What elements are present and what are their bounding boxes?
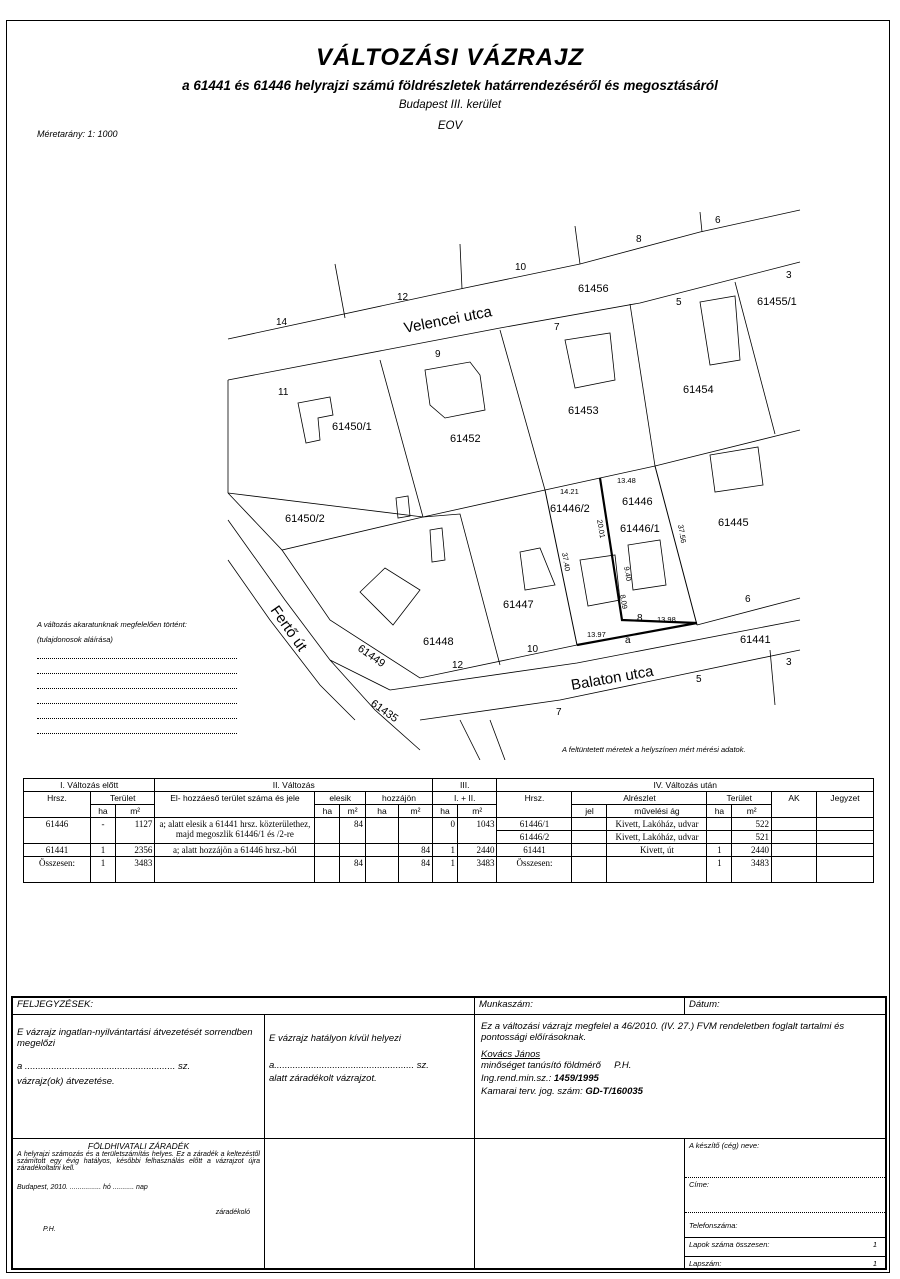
col-alreszlet: Alrészlet bbox=[572, 792, 707, 805]
signature-line[interactable] bbox=[37, 674, 237, 689]
page-title: VÁLTOZÁSI VÁZRAJZ bbox=[315, 44, 585, 71]
col-m2: m² bbox=[398, 805, 432, 818]
table-cell: 1043 bbox=[457, 818, 497, 844]
table-cell: - bbox=[91, 818, 116, 844]
parcel-61435: 61435 bbox=[368, 697, 401, 726]
foldmero-role: minőséget tanúsító földmérő bbox=[481, 1060, 601, 1071]
bottom-form bbox=[11, 996, 887, 1270]
empty-box bbox=[475, 1139, 685, 1268]
house-no: 9 bbox=[435, 349, 441, 360]
page-subtitle: a 61441 és 61446 helyrajzi számú földrészletek határrendezéséről és megosztásáról bbox=[182, 78, 718, 93]
certification-box bbox=[475, 1015, 885, 1139]
atvezetes-end: vázrajz(ok) átvezetése. bbox=[17, 1076, 115, 1087]
dimension: 9.40 bbox=[622, 565, 634, 582]
house-no: 12 bbox=[452, 660, 464, 671]
col-ha: ha bbox=[315, 805, 340, 818]
map-note: A feltüntetett méretek a helyszínen mért mérési adatok. bbox=[562, 745, 746, 754]
table-cell: 3483 bbox=[732, 857, 772, 883]
parcel-61446-1: 61446/1 bbox=[620, 523, 660, 535]
table-cell: 521 bbox=[732, 831, 772, 844]
kamarai-value: GD-T/160035 bbox=[585, 1086, 643, 1097]
col-m2: m² bbox=[732, 805, 772, 818]
munkaszam[interactable]: Munkaszám: bbox=[475, 998, 685, 1015]
table-cell: 61446/2 bbox=[497, 831, 572, 844]
street-ferto: Fertő út bbox=[266, 602, 311, 655]
zaradek-ph: P.H. bbox=[43, 1226, 56, 1233]
lapszam-value: 1 bbox=[872, 1259, 877, 1268]
ing-label: Ing.rend.min.sz.: bbox=[481, 1073, 552, 1084]
parcel-61449: 61449 bbox=[355, 642, 388, 671]
table-cell: 84 bbox=[398, 844, 432, 857]
house-no: 12 bbox=[397, 292, 409, 303]
col-m2: m² bbox=[115, 805, 155, 818]
parcel-61452: 61452 bbox=[450, 433, 481, 445]
header-before: I. Változás előtt bbox=[24, 779, 155, 792]
hatalyon-text: E vázrajz hatályon kívül helyezi bbox=[269, 1033, 402, 1044]
table-cell: 522 bbox=[732, 818, 772, 831]
parcel-61446-2: 61446/2 bbox=[550, 503, 590, 515]
table-cell: 3483 bbox=[457, 857, 497, 883]
house-no: 10 bbox=[527, 644, 539, 655]
hatalyon-box bbox=[265, 1015, 475, 1139]
house-no: 3 bbox=[786, 270, 792, 281]
col-jegyzet: Jegyzet bbox=[817, 792, 874, 818]
table-cell: 3483 bbox=[115, 857, 155, 883]
maker-box bbox=[685, 1139, 885, 1268]
parcel-61441: 61441 bbox=[740, 634, 771, 646]
hatalyon-a[interactable]: a..................................................... sz. bbox=[269, 1060, 429, 1071]
parcel-61447: 61447 bbox=[503, 599, 534, 611]
total-label: Összesen: bbox=[24, 857, 91, 883]
col-ha: ha bbox=[91, 805, 116, 818]
coordinate-system: EOV bbox=[437, 120, 463, 132]
table-cell bbox=[707, 818, 732, 831]
house-no: 6 bbox=[745, 594, 751, 605]
zaradek-date[interactable]: Budapest, 2010. ................ hó ........... nap bbox=[17, 1184, 148, 1191]
col-ha: ha bbox=[433, 805, 458, 818]
parcel-61456: 61456 bbox=[578, 283, 609, 295]
kamarai-label: Kamarai terv. jog. szám: bbox=[481, 1086, 583, 1097]
parcel-61453: 61453 bbox=[568, 405, 599, 417]
house-no: 11 bbox=[278, 387, 289, 398]
parcel-61450-2: 61450/2 bbox=[285, 513, 325, 525]
table-cell: a; alatt elesik a 61441 hrsz. közterülethez, majd megoszlik 61446/1 és /2-re bbox=[155, 818, 315, 844]
hatalyon-end: alatt záradékolt vázrajzot. bbox=[269, 1073, 377, 1084]
col-ak: AK bbox=[772, 792, 817, 818]
col-m2: m² bbox=[457, 805, 497, 818]
parcel-61448: 61448 bbox=[423, 636, 454, 648]
ing-value: 1459/1995 bbox=[553, 1073, 599, 1084]
table-cell: 84 bbox=[340, 818, 366, 844]
table-cell: Kivett, Lakóház, udvar bbox=[607, 818, 707, 831]
table-cell: Kivett, út bbox=[607, 844, 707, 857]
col-terulet-after: Terület bbox=[707, 792, 772, 805]
zaradek-title: FÖLDHIVATALI ZÁRADÉK bbox=[87, 1141, 190, 1151]
district: Budapest III. kerület bbox=[398, 99, 502, 111]
table-cell bbox=[340, 844, 366, 857]
col-hozzajon: hozzájön bbox=[365, 792, 432, 805]
table-cell: 2440 bbox=[457, 844, 497, 857]
street-velencei: Velencei utca bbox=[402, 303, 494, 337]
table-cell: 2356 bbox=[115, 844, 155, 857]
scale: Méretarány: 1: 1000 bbox=[37, 129, 118, 139]
col-el-hozza: El- hozzáeső terület száma és jele bbox=[155, 792, 315, 818]
change-label-a: a bbox=[625, 635, 631, 646]
cime[interactable]: Címe: bbox=[685, 1178, 885, 1213]
telefon[interactable]: Telefonszáma: bbox=[685, 1219, 885, 1238]
table-cell: 2440 bbox=[732, 844, 772, 857]
house-no: 8 bbox=[637, 613, 643, 624]
dimension: 14.21 bbox=[560, 487, 579, 496]
owners-signature bbox=[37, 620, 237, 734]
table-cell: 1 bbox=[91, 857, 116, 883]
col-hrsz-after: Hrsz. bbox=[497, 792, 572, 818]
feljegyzesek: FELJEGYZÉSEK: bbox=[13, 998, 475, 1015]
dimension: 20.01 bbox=[595, 518, 608, 539]
dimension: 13.48 bbox=[617, 476, 636, 485]
parcel-61445: 61445 bbox=[718, 517, 749, 529]
lapok-label: Lapok száma összesen: bbox=[689, 1240, 770, 1249]
table-cell: 1 bbox=[91, 844, 116, 857]
lapok-value: 1 bbox=[872, 1240, 877, 1249]
house-no: 7 bbox=[554, 322, 560, 333]
header-iii: III. bbox=[433, 779, 497, 792]
table-cell: 61446 bbox=[24, 818, 91, 844]
col-m2: m² bbox=[340, 805, 366, 818]
table-cell: 84 bbox=[340, 857, 366, 883]
col-ha: ha bbox=[365, 805, 398, 818]
table-cell: 1 bbox=[707, 857, 732, 883]
table-cell: 1127 bbox=[115, 818, 155, 844]
parcel-61455-1: 61455/1 bbox=[757, 296, 797, 308]
signature-line[interactable] bbox=[37, 719, 237, 734]
table-cell: 1 bbox=[433, 844, 458, 857]
col-ha: ha bbox=[707, 805, 732, 818]
signature-line[interactable] bbox=[37, 659, 237, 674]
header-change: II. Változás bbox=[155, 779, 433, 792]
signature-text: A változás akaratunknak megfelelően történt: bbox=[37, 620, 187, 629]
house-no: 8 bbox=[636, 234, 642, 245]
house-no: 5 bbox=[676, 297, 682, 308]
table-cell bbox=[707, 831, 732, 844]
col-muvelesi: művelési ág bbox=[607, 805, 707, 818]
col-jel: jel bbox=[572, 805, 607, 818]
table-cell: 61441 bbox=[497, 844, 572, 857]
atvezetes-a[interactable]: a ......................................................... sz. bbox=[17, 1061, 191, 1072]
table-cell: Kivett, Lakóház, udvar bbox=[607, 831, 707, 844]
table-cell bbox=[398, 818, 432, 844]
parcel-61454: 61454 bbox=[683, 384, 714, 396]
zaradek-box bbox=[13, 1139, 265, 1268]
atvezetes-box bbox=[13, 1015, 265, 1139]
dimension: 8.09 bbox=[618, 593, 630, 610]
house-no: 14 bbox=[276, 317, 288, 328]
house-no: 6 bbox=[715, 215, 721, 226]
keszito[interactable]: A készítő (cég) neve: bbox=[685, 1139, 885, 1178]
signature-line[interactable] bbox=[37, 644, 237, 659]
signature-line[interactable] bbox=[37, 704, 237, 719]
signature-line[interactable] bbox=[37, 689, 237, 704]
atvezetes-text: E vázrajz ingatlan-nyilvántartási átvezetését sorrendben megelőzi bbox=[17, 1027, 253, 1049]
table-cell: 84 bbox=[398, 857, 432, 883]
foldmero-name: Kovács János bbox=[481, 1049, 541, 1060]
table-cell: 61446/1 bbox=[497, 818, 572, 831]
house-no: 10 bbox=[515, 262, 527, 273]
col-terulet: Terület bbox=[91, 792, 155, 805]
house-no: 5 bbox=[696, 674, 702, 685]
lapszam-label: Lapszám: bbox=[689, 1259, 722, 1268]
house-no: 7 bbox=[556, 707, 562, 718]
col-elesik: elesik bbox=[315, 792, 366, 805]
dimension: 13.98 bbox=[657, 615, 676, 624]
dimension: 37.56 bbox=[676, 523, 689, 544]
table-cell: 1 bbox=[433, 857, 458, 883]
megfelel-text: Ez a változási vázrajz megfelel a 46/2010. (IV. 27.) FVM rendeletben foglalt tartalmi és pontossági előírásoknak. bbox=[481, 1021, 845, 1043]
table-cell: 1 bbox=[707, 844, 732, 857]
datum[interactable]: Dátum: bbox=[685, 998, 885, 1015]
street-balaton: Balaton utca bbox=[569, 662, 655, 694]
empty-box bbox=[265, 1139, 475, 1268]
dimension: 13.97 bbox=[587, 630, 606, 639]
table-cell: 0 bbox=[433, 818, 458, 844]
table-cell: 61441 bbox=[24, 844, 91, 857]
parcel-61446: 61446 bbox=[622, 496, 653, 508]
dimension: 37.40 bbox=[560, 551, 573, 572]
col-hrsz: Hrsz. bbox=[24, 792, 91, 818]
ph-stamp: P.H. bbox=[614, 1060, 632, 1071]
zaradek-text: A helyrajzi számozás és a területszámítás helyes. Ez a záradék a keltezéstől számított egy évig hatályos, későbbi felhasználás előtt a vázrajzot újra záradékoltatni kell. bbox=[17, 1151, 260, 1172]
total-label: Összesen: bbox=[497, 857, 572, 883]
header-after: IV. Változás után bbox=[497, 779, 874, 792]
parcel-61450-1: 61450/1 bbox=[332, 421, 372, 433]
col-i-ii: I. + II. bbox=[433, 792, 497, 805]
zaradek-sign[interactable]: záradékoló bbox=[215, 1209, 250, 1216]
house-no: 3 bbox=[786, 657, 792, 668]
change-table bbox=[23, 778, 874, 883]
signature-owners: (tulajdonosok aláírása) bbox=[37, 635, 113, 644]
table-cell: a; alatt hozzájön a 61446 hrsz.-ból bbox=[155, 844, 315, 857]
